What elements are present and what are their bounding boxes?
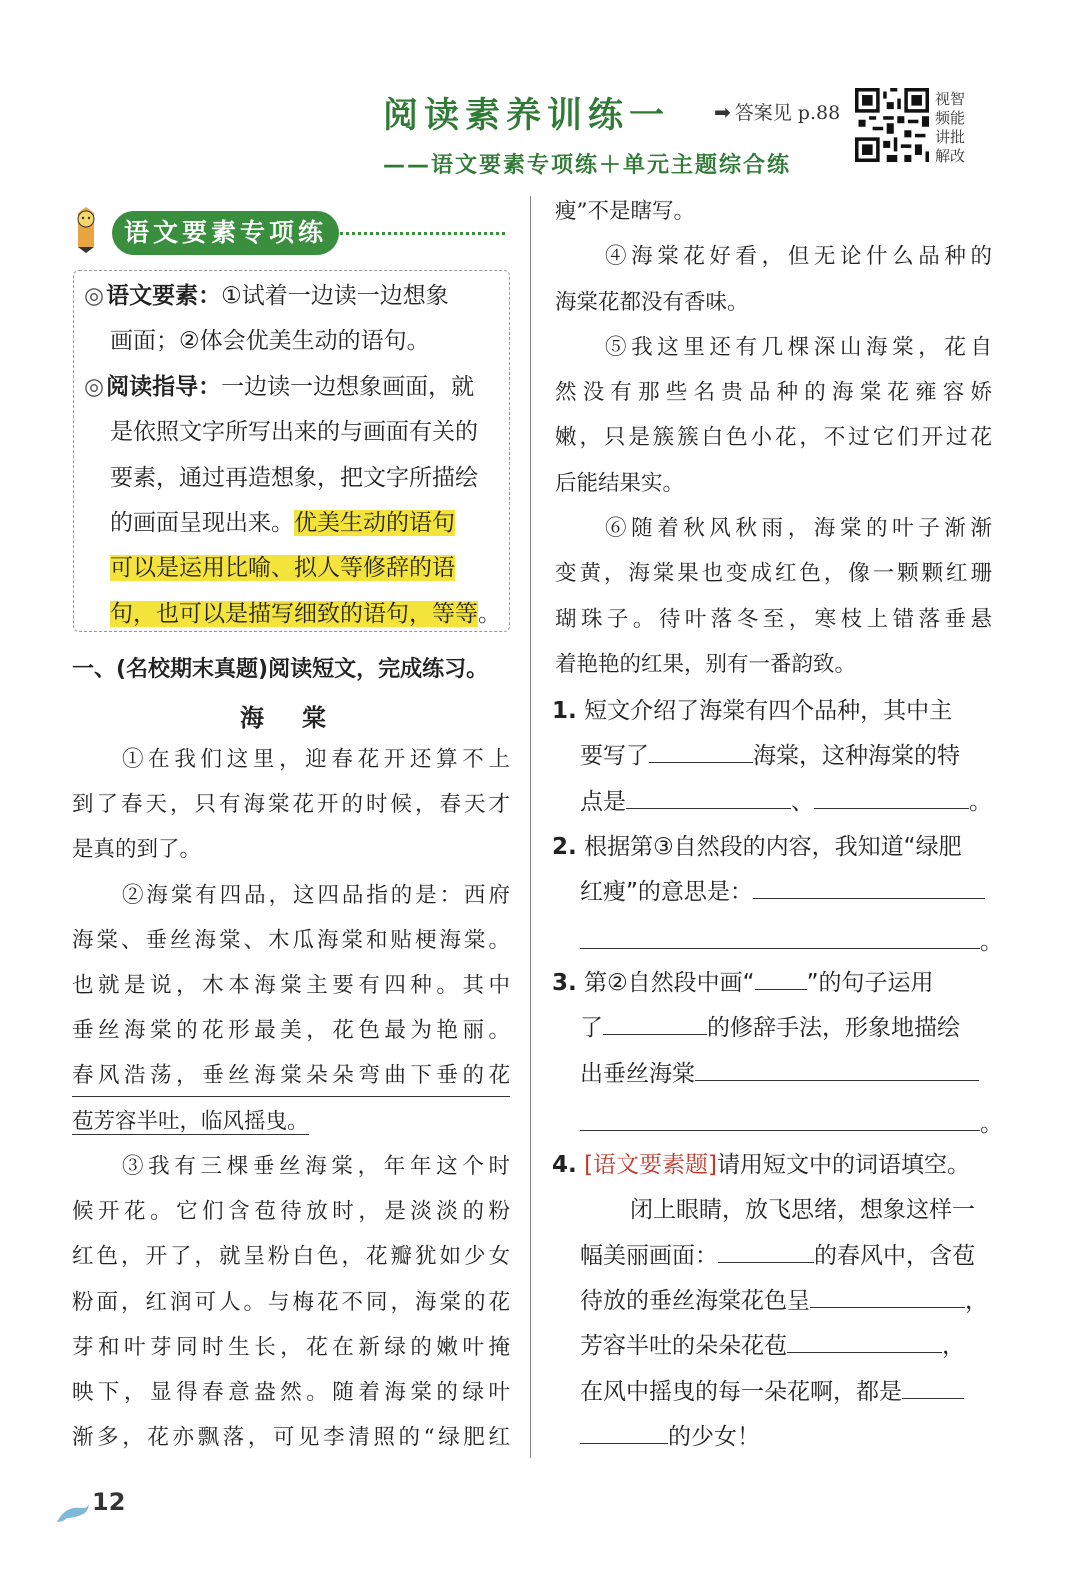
question-3-line-3 — [580, 1054, 979, 1094]
question-text: 请用短文中的词语填空。 — [717, 1152, 971, 1178]
tip-element-label: 语文要素： — [106, 283, 222, 309]
passage-line: ⑤我这里还有几棵深山海棠，花自 — [605, 335, 992, 360]
question-1 — [552, 691, 952, 731]
answer-blank[interactable] — [787, 1326, 942, 1353]
question-text: ， — [942, 1333, 965, 1359]
passage-line: 变黄，海棠果也变成红色，像一颗颗红珊 — [555, 561, 992, 586]
question-text: 根据第③自然段的内容，我知道“绿肥 — [584, 834, 962, 860]
qr-caption: 视智频能讲批解改 — [935, 90, 966, 165]
tip-guide-text-6b: 。 — [478, 601, 501, 627]
question-text: 的少女！ — [668, 1424, 760, 1450]
pencil-cat-icon — [72, 203, 104, 255]
answer-blank[interactable] — [580, 922, 980, 949]
dolphin-icon — [55, 1500, 91, 1530]
question-3-line-2 — [580, 1008, 960, 1048]
question-text: 的修辞手法，形象地描绘 — [707, 1015, 960, 1041]
question-4-line-5 — [580, 1326, 965, 1366]
answer-blank[interactable] — [718, 1236, 814, 1263]
passage-line: 芽和叶芽同时生长，花在新绿的嫩叶掩 — [72, 1335, 510, 1360]
highlighted-text: 句，也可以是描写细致的语句，等等 — [110, 601, 478, 627]
passage-line: 映下，显得春意盎然。随着海棠的绿叶 — [72, 1380, 510, 1405]
answer-reference-text: 答案见 p.88 — [734, 102, 841, 124]
question-heading: 一、(名校期末真题)阅读短文，完成练习。 — [72, 657, 489, 682]
question-text: 红瘦”的意思是： — [580, 879, 753, 905]
passage-line: ①在我们这里，迎春花开还算不上 — [122, 747, 510, 772]
question-number: 3. — [552, 970, 577, 996]
question-text: 点是 — [580, 789, 626, 815]
qr-code-icon[interactable] — [855, 88, 929, 162]
question-text: 要写了 — [580, 743, 649, 769]
passage-line: 是真的到了。 — [72, 837, 202, 862]
tip-guide-line-2: 是依照文字所写出来的与画面有关的 — [110, 419, 478, 445]
arrow-right-icon: ➡ — [714, 100, 731, 124]
question-text: 芳容半吐的朵朵花苞 — [580, 1333, 787, 1359]
answer-blank[interactable] — [580, 1104, 980, 1131]
answer-reference — [714, 98, 840, 125]
answer-blank[interactable] — [580, 1417, 668, 1444]
section-banner: 语文要素专项练 — [112, 211, 339, 255]
passage-line: ③我有三棵垂丝海棠，年年这个时 — [122, 1154, 510, 1179]
question-text: 。 — [969, 789, 992, 815]
question-number: 2. — [552, 834, 577, 860]
question-number: 1. — [552, 698, 577, 724]
answer-blank[interactable] — [902, 1372, 964, 1399]
highlighted-text: 优美生动的语句 — [294, 510, 455, 536]
passage-line: 红色，开了，就呈粉白色，花瓣犹如少女 — [72, 1244, 510, 1269]
tip-element-line-2: 画面；②体会优美生动的语句。 — [110, 328, 430, 354]
page-subtitle: ——语文要素专项练＋单元主题综合练 — [383, 153, 792, 178]
underlined-passage-line: 春风浩荡，垂丝海棠朵朵弯曲下垂的花 — [72, 1056, 510, 1097]
passage-line: 瘦”不是瞎写。 — [555, 199, 695, 224]
question-text: 待放的垂丝海棠花色呈 — [580, 1288, 810, 1314]
underlined-passage-line — [72, 1102, 510, 1142]
tip-guide-text: 一边读一边想象画面，就 — [221, 374, 475, 400]
passage-line: 着艳艳的红果，别有一番韵致。 — [555, 652, 857, 677]
question-text: 的春风中，含苞 — [814, 1243, 975, 1269]
passage-line: 垂丝海棠的花形最美，花色最为艳丽。 — [72, 1018, 510, 1043]
highlighted-text: 可以是运用比喻、拟人等修辞的语 — [110, 555, 455, 581]
page-title: 阅读素养训练一 — [383, 96, 671, 136]
answer-blank[interactable] — [603, 1008, 707, 1035]
question-text: 短文介绍了海棠有四个品种，其中主 — [584, 698, 953, 724]
question-1-line-2 — [580, 736, 960, 776]
passage-line: ⑥随着秋风秋雨，海棠的叶子渐渐 — [605, 516, 992, 541]
passage-line: 嫩，只是簇簇白色小花，不过它们开过花 — [555, 425, 992, 450]
tip-guide-line-5 — [110, 546, 455, 592]
question-number: 4. — [552, 1152, 577, 1178]
tip-guide-line-4 — [110, 501, 455, 547]
passage-line: ④海棠花好看，但无论什么品种的 — [605, 244, 992, 269]
question-3 — [552, 963, 934, 1003]
question-4-line-7 — [580, 1417, 760, 1457]
passage-line: ②海棠有四品，这四品指的是：西府 — [122, 883, 510, 908]
answer-blank[interactable] — [626, 782, 791, 809]
answer-blank[interactable] — [810, 1281, 965, 1308]
underlined-text: 苞芳容半吐，临风摇曳。 — [72, 1109, 309, 1134]
question-4-line-3 — [580, 1236, 975, 1276]
question-4-line-4 — [580, 1281, 988, 1321]
question-text: 。 — [980, 1111, 1003, 1137]
passage-line: 海棠花都没有香味。 — [555, 290, 749, 315]
tip-guide-line-6 — [110, 592, 501, 638]
tip-guide-line-3: 要素，通过再造想象，把文字所描绘 — [110, 465, 478, 491]
passage-line: 瑚珠子。待叶落冬至，寒枝上错落垂悬 — [555, 607, 992, 632]
answer-blank[interactable] — [753, 872, 985, 899]
passage-line: 海棠、垂丝海棠、木瓜海棠和贴梗海棠。 — [72, 928, 510, 953]
question-text: 出垂丝海棠 — [580, 1061, 695, 1087]
question-4-line-2: 闭上眼睛，放飞思绪，想象这样一 — [630, 1197, 975, 1223]
question-2 — [552, 827, 962, 867]
tip-element-text: ①试着一边读一边想象 — [221, 283, 449, 309]
passage-line: 候开花。它们含苞待放时，是淡淡的粉 — [72, 1199, 510, 1224]
question-tag: [语文要素题] — [584, 1152, 718, 1178]
page-number: 12 — [92, 1488, 126, 1516]
question-1-line-3 — [580, 782, 992, 822]
question-2-line-3 — [580, 922, 1003, 962]
question-4 — [552, 1145, 970, 1185]
passage-line: 然没有那些名贵品种的海棠花雍容娇 — [555, 380, 992, 405]
question-text: ， — [965, 1288, 988, 1314]
question-text: ”的句子运用 — [806, 970, 934, 996]
passage-title: 海棠 — [240, 704, 364, 732]
passage-line: 到了春天，只有海棠花开的时候，春天才 — [72, 792, 510, 817]
banner-dotted-line — [340, 232, 505, 235]
question-text: 、 — [791, 789, 814, 815]
passage-line: 粉面，红润可人。与梅花不同，海棠的花 — [72, 1290, 510, 1315]
tip-element-line-1 — [84, 274, 449, 320]
question-4-line-6 — [580, 1372, 964, 1412]
tip-guide-text-4a: 的画面呈现出来。 — [110, 510, 294, 536]
question-text: 了 — [580, 1015, 603, 1041]
tip-guide-label: 阅读指导： — [106, 374, 222, 400]
answer-blank[interactable] — [649, 736, 753, 763]
question-3-line-4 — [580, 1104, 1003, 1144]
answer-blank[interactable] — [695, 1054, 979, 1081]
circle-bullet-icon: ◎ — [84, 283, 105, 309]
tip-guide-line-1 — [84, 365, 474, 411]
passage-line: 渐多，花亦飘落，可见李清照的“绿肥红 — [72, 1425, 510, 1450]
column-divider — [530, 196, 531, 1458]
answer-blank[interactable] — [814, 782, 969, 809]
question-text: 第②自然段中画“ — [584, 970, 755, 996]
question-text: 海棠，这种海棠的特 — [753, 743, 960, 769]
question-text: 幅美丽画面： — [580, 1243, 718, 1269]
passage-line: 后能结果实。 — [555, 471, 685, 496]
passage-line: 也就是说，木本海棠主要有四种。其中 — [72, 973, 510, 998]
circle-bullet-icon: ◎ — [84, 374, 105, 400]
question-text: 在风中摇曳的每一朵花啊，都是 — [580, 1379, 902, 1405]
answer-blank[interactable] — [755, 963, 807, 990]
question-2-line-2 — [580, 872, 985, 912]
question-text: 。 — [980, 929, 1003, 955]
